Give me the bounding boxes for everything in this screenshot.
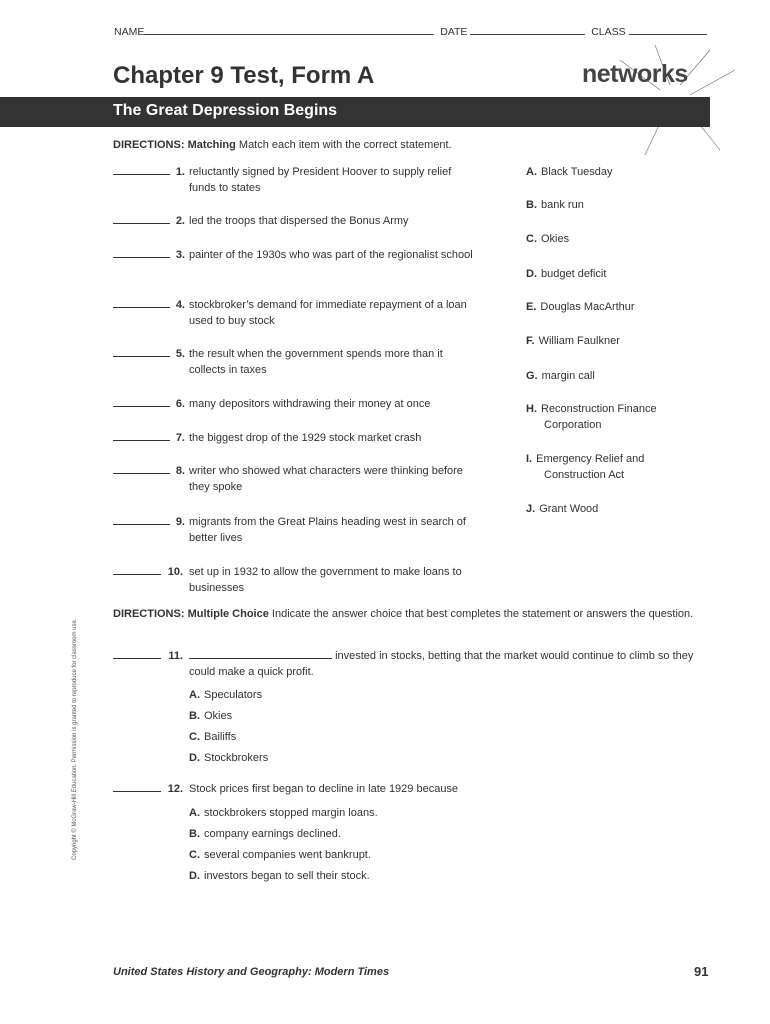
- choice-text: company earnings declined.: [204, 828, 341, 840]
- item-text: reluctantly signed by President Hoover to supply relief funds to states: [189, 166, 452, 194]
- question-text-cont: so they could make a quick profit.: [189, 650, 694, 678]
- choice-letter: C.: [189, 849, 200, 861]
- match-option: [526, 299, 706, 315]
- question-number: 11.: [168, 650, 183, 662]
- answer-blank[interactable]: [113, 213, 170, 224]
- match-option: [526, 401, 706, 433]
- option-letter: F.: [526, 335, 535, 347]
- page-number: 91: [694, 964, 709, 979]
- choice-letter: A.: [189, 807, 200, 819]
- answer-blank[interactable]: [113, 164, 170, 175]
- choice-item[interactable]: [189, 826, 341, 842]
- item-text: painter of the 1930s who was part of the regionalist school: [189, 249, 473, 261]
- choice-item[interactable]: [189, 847, 371, 863]
- choice-text: Stockbrokers: [204, 752, 269, 764]
- item-number: 5.: [175, 348, 185, 360]
- date-label: DATE: [440, 26, 468, 38]
- answer-blank[interactable]: [113, 430, 170, 441]
- option-letter: D.: [526, 268, 537, 280]
- choice-letter: A.: [189, 689, 200, 701]
- match-option: [526, 164, 706, 180]
- question-number: 12.: [167, 783, 183, 795]
- matching-item: [113, 396, 483, 412]
- answer-blank[interactable]: [113, 781, 161, 792]
- option-text: Black Tuesday: [541, 166, 613, 178]
- question-text: invested in stocks, betting that the market would continue to climb: [335, 650, 655, 662]
- item-text: set up in 1932 to allow the government to make loans to businesses: [189, 566, 462, 594]
- directions-label: DIRECTIONS:: [113, 608, 185, 620]
- item-text: led the troops that dispersed the Bonus Army: [189, 215, 409, 227]
- option-text: Grant Wood: [539, 503, 599, 515]
- answer-blank[interactable]: [113, 247, 170, 258]
- match-option: [526, 333, 706, 349]
- choice-item[interactable]: [189, 868, 370, 884]
- item-text: stockbroker’s demand for immediate repayment of a loan used to buy stock: [189, 299, 467, 327]
- item-number: 1.: [175, 166, 185, 178]
- matching-item: [113, 564, 483, 596]
- directions-type: Multiple Choice: [187, 608, 269, 620]
- option-text-cont: Corporation: [544, 419, 602, 431]
- match-option: [526, 266, 706, 282]
- option-letter: C.: [526, 233, 537, 245]
- choice-letter: C.: [189, 731, 200, 743]
- page-title: Chapter 9 Test, Form A: [113, 62, 375, 89]
- matching-item: [113, 463, 483, 495]
- name-field[interactable]: [144, 25, 434, 35]
- matching-item: [113, 514, 483, 546]
- option-letter: G.: [526, 370, 538, 382]
- mc-question-12: [113, 781, 713, 797]
- choice-item[interactable]: [189, 805, 378, 821]
- item-number: 7.: [175, 432, 185, 444]
- item-number: 10.: [167, 566, 183, 578]
- option-text-cont: Construction Act: [544, 469, 625, 481]
- option-letter: A.: [526, 166, 537, 178]
- answer-blank[interactable]: [113, 463, 170, 474]
- answer-blank[interactable]: [113, 346, 170, 357]
- item-text: many depositors withdrawing their money at once: [189, 398, 431, 410]
- option-text: budget deficit: [541, 268, 607, 280]
- item-text: writer who showed what characters were thinking before they spoke: [189, 465, 463, 493]
- copyright-notice: Copyright © McGraw-Hill Education. Permission is granted to reproduce for classroom use.: [72, 618, 78, 860]
- chapter-subtitle: The Great Depression Begins: [113, 102, 338, 119]
- item-text: the result when the government spends more than it collects in taxes: [189, 348, 443, 376]
- class-label: CLASS: [591, 26, 626, 38]
- directions-label: DIRECTIONS:: [113, 139, 185, 151]
- item-number: 6.: [175, 398, 185, 410]
- choice-letter: D.: [189, 752, 200, 764]
- match-option: [526, 501, 706, 517]
- option-letter: I.: [526, 453, 533, 465]
- option-text: bank run: [541, 199, 584, 211]
- subtitle-bar: [0, 97, 710, 127]
- date-field[interactable]: [470, 25, 585, 35]
- choice-text: Bailiffs: [204, 731, 237, 743]
- option-letter: B.: [526, 199, 537, 211]
- item-number: 8.: [175, 465, 185, 477]
- networks-logo: networks: [582, 60, 688, 88]
- choice-letter: B.: [189, 710, 200, 722]
- matching-item: [113, 213, 483, 229]
- directions-text: Indicate the answer choice that best completes the statement or answers: [271, 608, 628, 620]
- answer-blank[interactable]: [113, 564, 161, 575]
- directions-text-cont: the question.: [630, 608, 694, 620]
- directions-text: Match each item with the correct statement.: [238, 139, 452, 151]
- match-option: [526, 368, 706, 384]
- option-text: Reconstruction Finance: [541, 403, 657, 415]
- item-number: 4.: [175, 299, 185, 311]
- matching-item: [113, 346, 483, 378]
- option-text: Emergency Relief and: [536, 453, 645, 465]
- match-option: [526, 231, 706, 247]
- choice-item[interactable]: [189, 687, 262, 703]
- option-text: margin call: [541, 370, 595, 382]
- book-title: United States History and Geography: Modern Times: [113, 966, 390, 978]
- matching-item: [113, 247, 483, 279]
- matching-item: [113, 164, 483, 196]
- answer-blank[interactable]: [113, 648, 161, 659]
- choice-item[interactable]: [189, 708, 232, 724]
- question-text: Stock prices first began to decline in late 1929 because: [189, 783, 459, 795]
- option-text: Douglas MacArthur: [540, 301, 635, 313]
- item-number: 9.: [175, 516, 185, 528]
- name-label: NAME: [114, 26, 145, 38]
- choice-letter: B.: [189, 828, 200, 840]
- mc-directions: [113, 606, 708, 622]
- answer-blank[interactable]: [113, 396, 170, 407]
- choice-letter: D.: [189, 870, 200, 882]
- fill-in-blank[interactable]: [189, 648, 332, 659]
- answer-blank[interactable]: [113, 514, 170, 525]
- matching-directions: [113, 137, 452, 153]
- item-text: the biggest drop of the 1929 stock market crash: [189, 432, 422, 444]
- choice-text: Speculators: [204, 689, 263, 701]
- item-number: 2.: [175, 215, 185, 227]
- choice-text: stockbrokers stopped margin loans.: [204, 807, 378, 819]
- choice-text: investors began to sell their stock.: [204, 870, 370, 882]
- matching-item: [113, 430, 483, 446]
- option-letter: E.: [526, 301, 537, 313]
- choice-item[interactable]: [189, 750, 268, 766]
- choice-text: several companies went bankrupt.: [204, 849, 371, 861]
- match-option: [526, 451, 706, 483]
- choice-text: Okies: [204, 710, 233, 722]
- item-number: 3.: [175, 249, 185, 261]
- mc-question-11: [113, 648, 713, 680]
- answer-blank[interactable]: [113, 297, 170, 308]
- matching-item: [113, 297, 483, 329]
- choice-item[interactable]: [189, 729, 236, 745]
- class-field[interactable]: [629, 25, 707, 35]
- item-text: migrants from the Great Plains heading west in search of better lives: [189, 516, 466, 544]
- option-letter: H.: [526, 403, 537, 415]
- directions-type: Matching: [187, 139, 236, 151]
- option-text: William Faulkner: [538, 335, 620, 347]
- match-option: [526, 197, 706, 213]
- option-letter: J.: [526, 503, 536, 515]
- header-fields: [114, 25, 707, 38]
- option-text: Okies: [541, 233, 570, 245]
